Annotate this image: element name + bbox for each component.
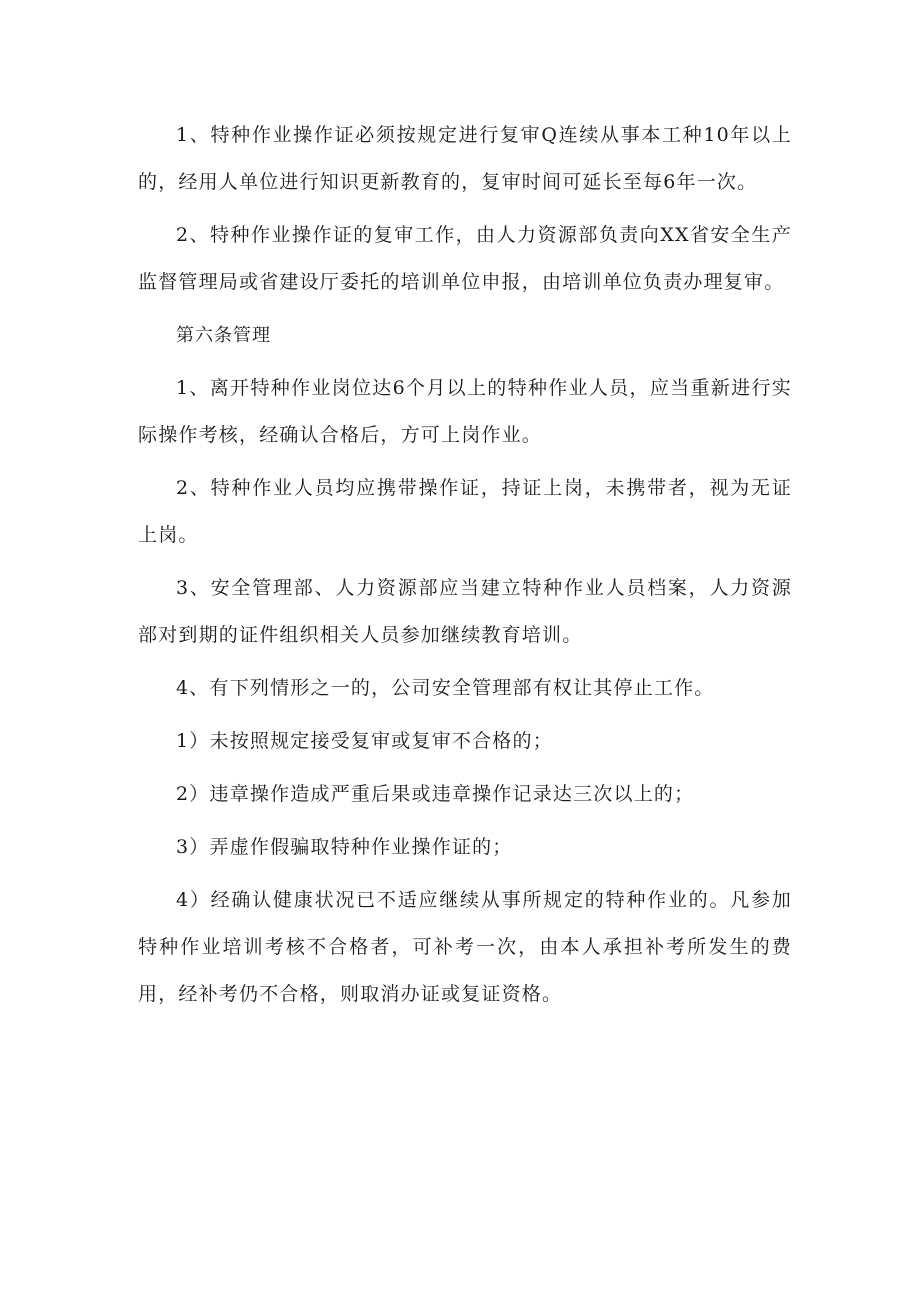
paragraph-stop-work-conditions: 4、有下列情形之一的，公司安全管理部有权让其停止工作。: [176, 677, 715, 699]
paragraph-review-application: 2、特种作业操作证的复审工作，由人力资源部负责向XX省安全生产监督管理局或省建设厅委托的培训单位申报，由培训单位负责办理复审。: [138, 224, 792, 293]
section-heading-management: 第六条管理: [176, 325, 271, 346]
paragraph-reassessment: 1、离开特种作业岗位达6个月以上的特种作业人员，应当重新进行实际操作考核，经确认合格后，方可上岗作业。: [138, 377, 792, 446]
list-item-condition-4: 4）经确认健康状况已不适应继续从事所规定的特种作业的。凡参加特种作业培训考核不合格者，可补考一次，由本人承担补考所发生的费用，经补考仍不合格，则取消办证或复证资格。: [138, 889, 792, 1005]
list-item-condition-3: 3）弄虚作假骗取特种作业操作证的；: [176, 836, 513, 858]
paragraph-personnel-files: 3、安全管理部、人力资源部应当建立特种作业人员档案，人力资源部对到期的证件组织相关人员参加继续教育培训。: [138, 577, 792, 646]
paragraph-review-extension: 1、特种作业操作证必须按规定进行复审Q连续从事本工种10年以上的，经用人单位进行知识更新教育的，复审时间可延长至每6年一次。: [138, 124, 792, 193]
paragraph-carry-certificate: 2、特种作业人员均应携带操作证，持证上岗，未携带者，视为无证上岗。: [138, 477, 792, 546]
list-item-condition-1: 1）未按照规定接受复审或复审不合格的；: [176, 730, 553, 752]
list-item-condition-2: 2）违章操作造成严重后果或违章操作记录达三次以上的；: [176, 783, 695, 805]
document-body: [138, 112, 792, 1018]
